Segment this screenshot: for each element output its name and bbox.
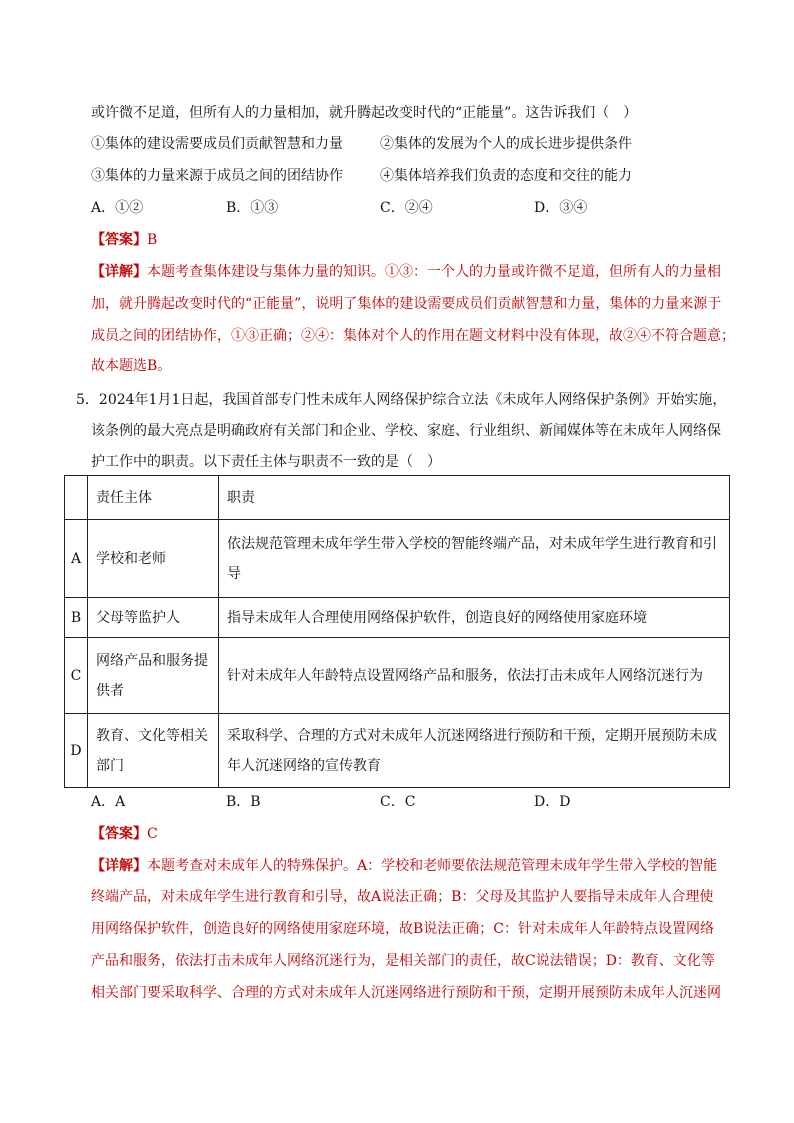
row-duty — [219, 714, 730, 788]
q5-option-c: C．C — [380, 794, 416, 810]
q4-stem: 或许微不足道，但所有人的力量相加，就升腾起改变时代的“正能量”。这告诉我们（ ） — [91, 105, 638, 121]
row-duty-line: 年人沉迷网络的宣传教育 — [227, 757, 381, 774]
table-row — [65, 598, 730, 638]
q5-option-d: D．D — [534, 794, 571, 810]
q5-analysis-line-5: 相关部门要采取科学、合理的方式对未成年人沉迷网络进行预防和干预，定期开展预防未成年人沉迷网 — [91, 985, 721, 1001]
row-duty — [219, 638, 730, 714]
row-letter: D — [65, 714, 88, 788]
row-letter: B — [65, 598, 88, 638]
q4-statement-1: ①集体的建设需要成员们贡献智慧和力量 — [91, 136, 343, 152]
row-subject — [88, 638, 219, 714]
q5-analysis-line-3: 用网络保护软件，创造良好的网络使用家庭环境，故B说法正确；C：针对未成年人年龄特点设置网络 — [91, 921, 714, 937]
q4-option-a: A．①② — [91, 200, 144, 216]
row-subject-text: 父母等监护人 — [96, 609, 180, 626]
row-subject — [88, 598, 219, 638]
q5-option-b: B．B — [226, 794, 261, 810]
row-subject-text: 部门 — [96, 757, 124, 774]
q4-analysis-line-4: 故本题选B。 — [91, 358, 172, 374]
q5-answer — [91, 824, 158, 844]
table-header-cell — [65, 476, 88, 520]
row-subject — [88, 714, 219, 788]
q4-analysis-line-2: 加，就升腾起改变时代的“正能量”，说明了集体的建设需要成员们贡献智慧和力量，集体的力量来源于 — [91, 296, 722, 312]
q5-stem-line-3: 护工作中的职责。以下责任主体与职责不一致的是（ ） — [91, 454, 441, 470]
q4-statement-2: ②集体的发展为个人的成长进步提供条件 — [380, 136, 632, 152]
table-row — [65, 520, 730, 598]
q4-option-b: B．①③ — [226, 200, 279, 216]
table-header-duty: 职责 — [219, 476, 730, 520]
row-subject-text: 学校和老师 — [96, 550, 166, 567]
row-letter: A — [65, 520, 88, 598]
analysis-label: 【详解】 — [91, 264, 147, 280]
row-duty-line: 导 — [227, 565, 241, 582]
row-duty-line: 依法规范管理未成年学生带入学校的智能终端产品，对未成年学生进行教育和引 — [227, 535, 717, 552]
row-duty-line: 采取科学、合理的方式对未成年人沉迷网络进行预防和干预，定期开展预防未成 — [227, 727, 717, 744]
q5-option-a: A．A — [91, 794, 126, 810]
answer-value: B — [147, 232, 158, 248]
q5-stem-line-2: 该条例的最大亮点是明确政府有关部门和企业、学校、家庭、行业组织、新闻媒体等在未成年人网络保 — [91, 423, 721, 439]
q5-table — [64, 475, 730, 788]
answer-value: C — [147, 826, 158, 842]
table-header-row — [65, 476, 730, 520]
q4-option-d: D．③④ — [534, 200, 588, 216]
row-duty-line: 针对未成年人年龄特点设置网络产品和服务，依法打击未成年人网络沉迷行为 — [227, 667, 703, 684]
q5-analysis-line-2: 终端产品，对未成年学生进行教育和引导，故A说法正确；B：父母及其监护人要指导未成年人合理使 — [91, 889, 714, 905]
q4-statement-4: ④集体培养我们负责的态度和交往的能力 — [380, 168, 632, 184]
row-letter: C — [65, 638, 88, 714]
row-subject — [88, 520, 219, 598]
q4-analysis-line-3: 成员之间的团结协作，①③正确；②④：集体对个人的作用在题文材料中没有体现，故②④不符合题意； — [91, 328, 735, 344]
table-row — [65, 714, 730, 788]
analysis-text: 本题考查对未成年人的特殊保护。A：学校和老师要依法规范管理未成年学生带入学校的智能 — [147, 858, 718, 874]
q4-answer — [91, 230, 157, 250]
q5-analysis-line-1 — [91, 856, 717, 876]
table-row — [65, 638, 730, 714]
answer-label: 【答案】 — [91, 232, 147, 248]
analysis-label: 【详解】 — [91, 858, 147, 874]
q5-analysis-line-4: 产品和服务，依法打击未成年人网络沉迷行为，是相关部门的责任，故C说法错误；D：教育、文化等 — [91, 953, 715, 969]
row-duty-line: 指导未成年人合理使用网络保护软件，创造良好的网络使用家庭环境 — [227, 609, 647, 626]
row-duty — [219, 520, 730, 598]
q4-analysis-line-1 — [91, 262, 721, 282]
q5-stem-line-1: 5．2024年1月1日起，我国首部专门性未成年人网络保护综合立法《未成年人网络保护条例》开始实施， — [76, 392, 727, 408]
row-duty — [219, 598, 730, 638]
row-subject-text: 教育、文化等相关 — [96, 727, 208, 744]
table-header-subject: 责任主体 — [88, 476, 219, 520]
q4-option-c: C．②④ — [380, 200, 433, 216]
analysis-text: 本题考查集体建设与集体力量的知识。①③：一个人的力量或许微不足道，但所有人的力量相 — [147, 264, 721, 280]
q4-statement-3: ③集体的力量来源于成员之间的团结协作 — [91, 168, 343, 184]
answer-label: 【答案】 — [91, 826, 147, 842]
row-subject-text: 供者 — [96, 682, 124, 699]
row-subject-text: 网络产品和服务提 — [96, 652, 208, 669]
